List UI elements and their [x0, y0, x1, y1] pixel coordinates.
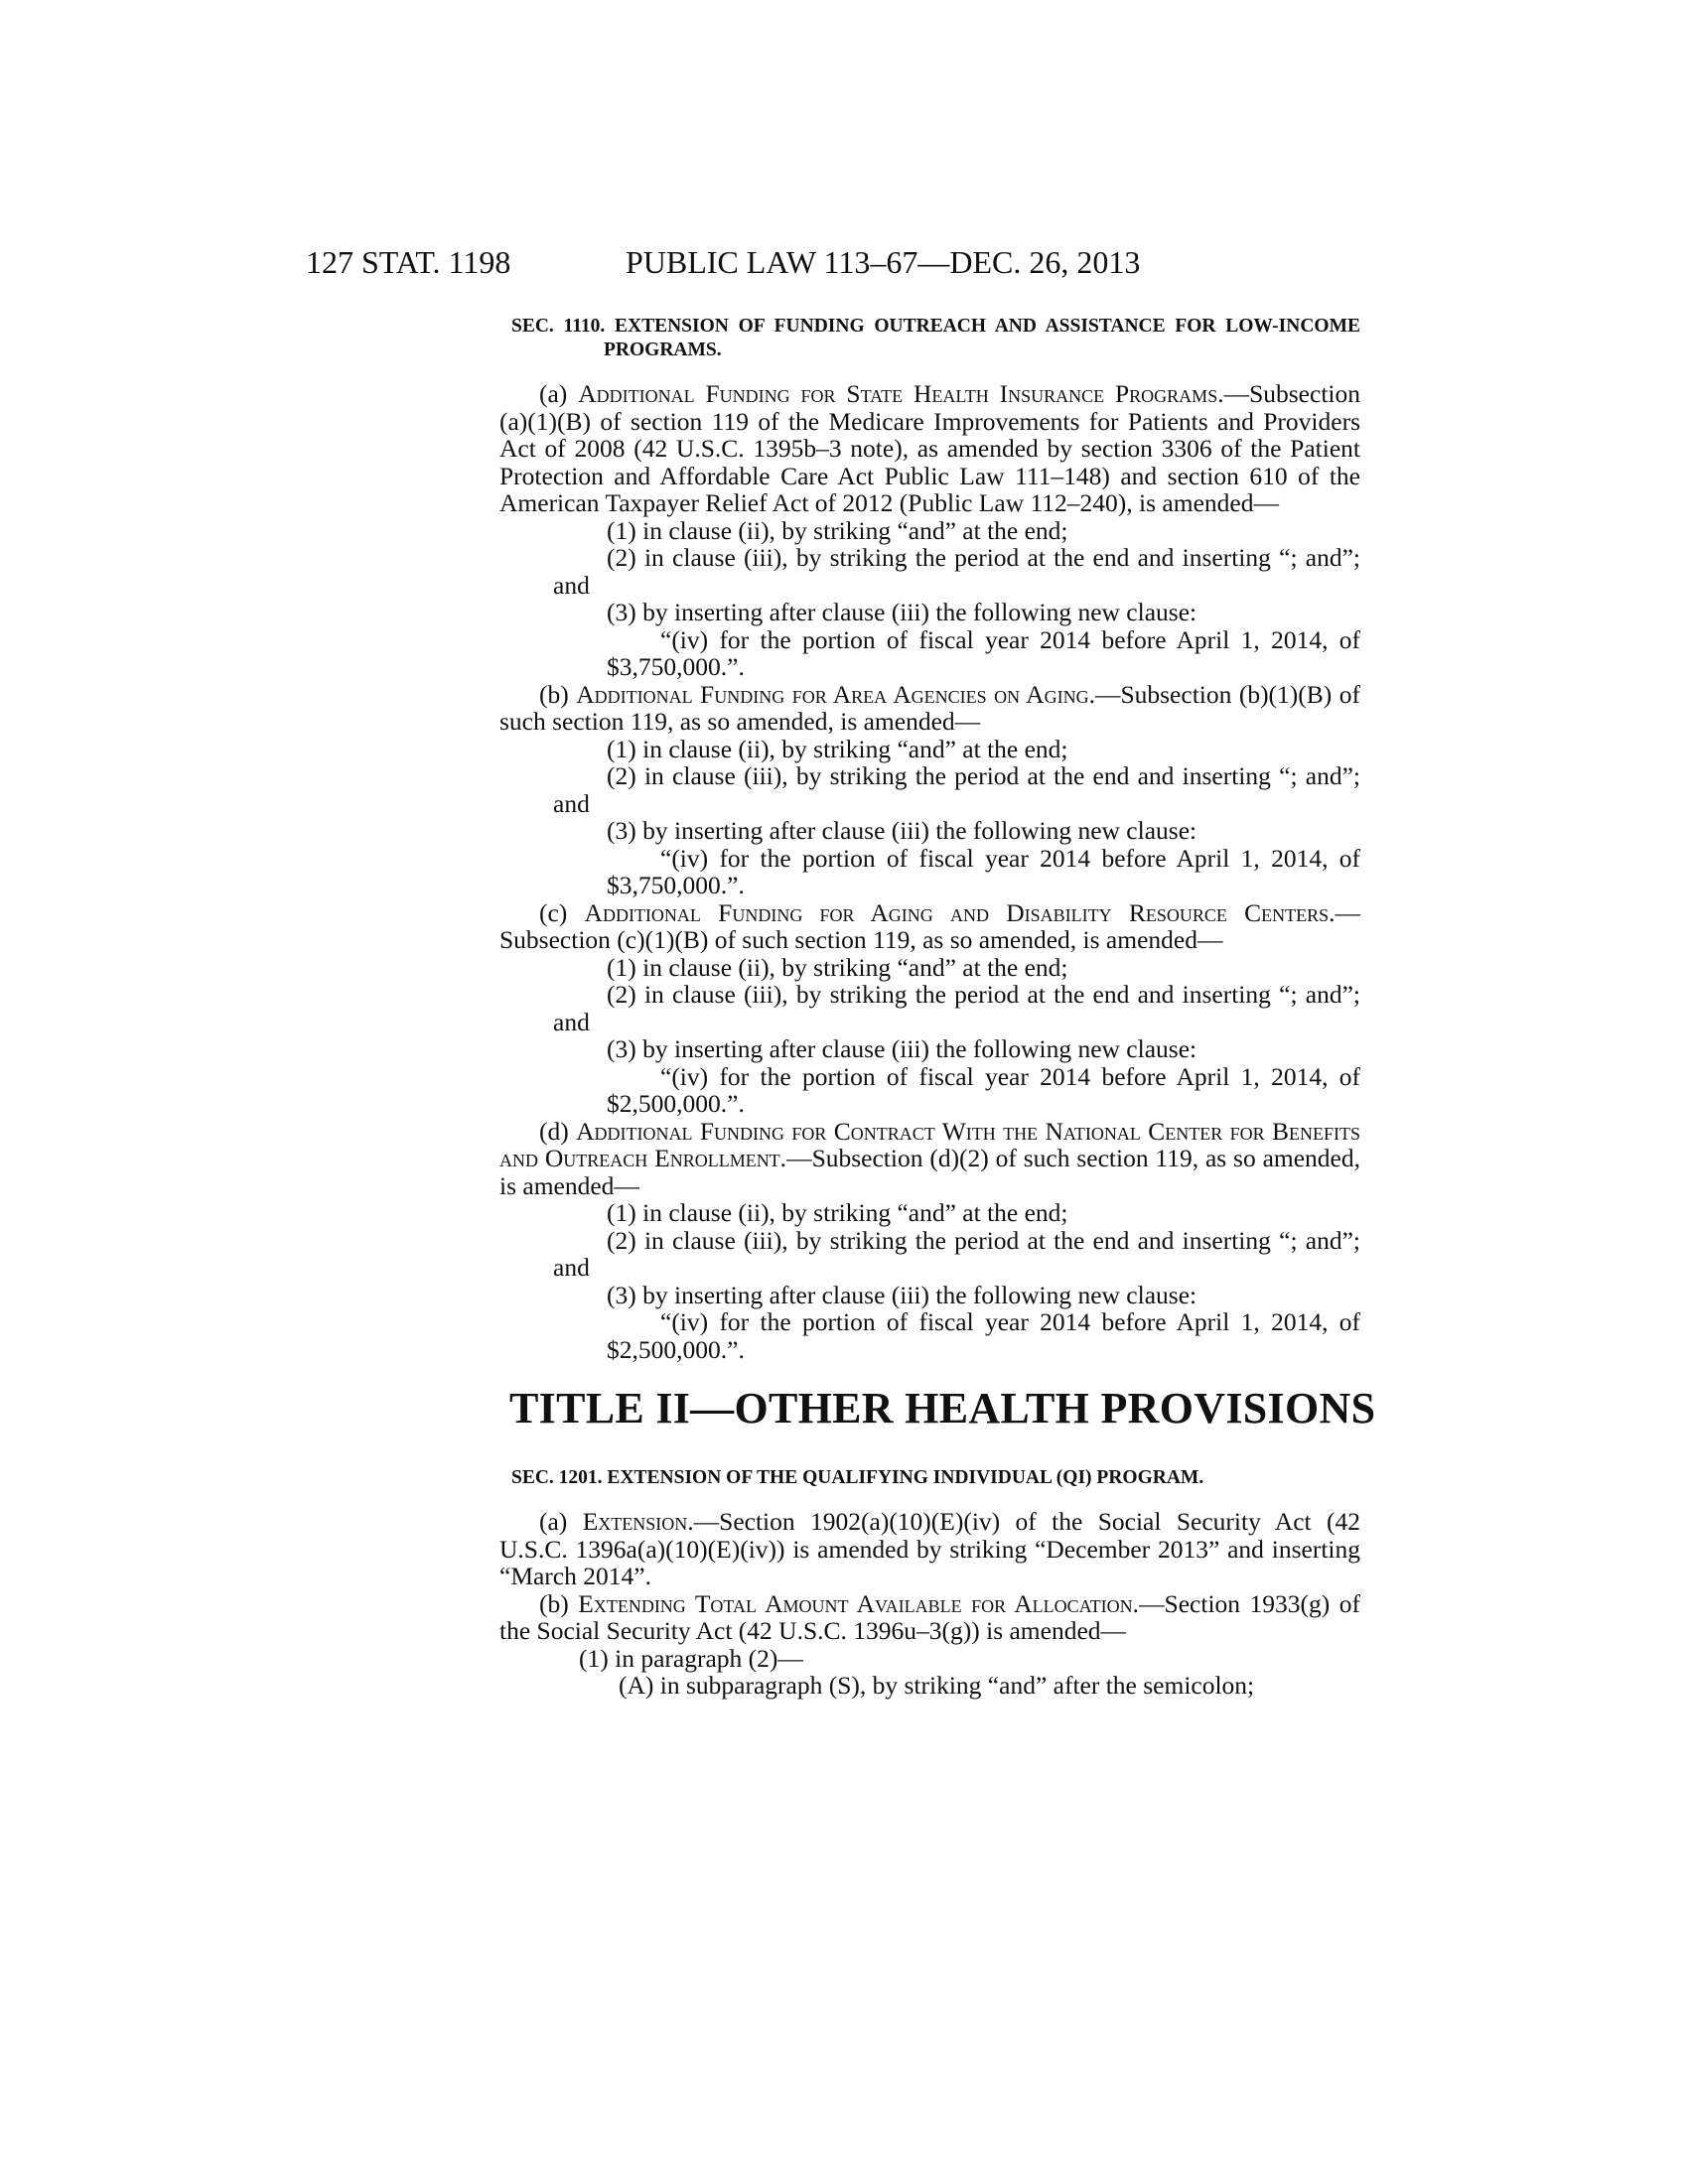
- subsection-caption: Extending Total Amount Available for Allocation.: [578, 1588, 1140, 1618]
- list-item: (A) in subparagraph (S), by striking “and” after the semicolon;: [619, 1671, 1255, 1700]
- section-1110-heading: SEC. 1110. EXTENSION OF FUNDING OUTREACH AND ASSISTANCE FOR LOW-INCOME PROGRAMS.: [511, 316, 1360, 360]
- sec1110-subsection-d: (d) Additional Funding for Contract With the National Center for Benefits and Outreach Enrollment.—Subsection (d)(2) of such section 119, as so amended, is amended—: [499, 1116, 1361, 1200]
- sec1110-subsection-a: (a) Additional Funding for State Health Insurance Programs.—Subsection (a)(1)(B) of section 119 of the Medicare Improvements for Patients and Providers Act of 2008 (42 U.S.C. 1395b–3 note), as amended by section 3306 of the Patient Protection and Affordable Care Act Public Law 111–148) and section 610 of the American Taxpayer Relief Act of 2012 (Public Law 112–240), is amended—: [499, 379, 1360, 517]
- list-item: (2) in clause (iii), by striking the period at the end and inserting “; and”; and: [553, 980, 1360, 1036]
- quoted-clause: “(iv) for the portion of fiscal year 2014 before April 1, 2014, of $3,750,000.”.: [607, 843, 1360, 899]
- sec1110-subsection-c: (c) Additional Funding for Aging and Disability Resource Centers.—Subsection (c)(1)(B) of such section 119, as so amended, is amended—: [499, 897, 1360, 954]
- subsection-caption: Extension.: [582, 1507, 694, 1536]
- sec1201-subsection-a: (a) Extension.—Section 1902(a)(10)(E)(iv) of the Social Security Act (42 U.S.C. 1396a(a)(10)(E)(iv)) is amended by striking “December 2013” and inserting “March 2014”.: [499, 1507, 1360, 1590]
- quoted-clause: “(iv) for the portion of fiscal year 2014 before April 1, 2014, of $2,500,000.”.: [607, 1307, 1360, 1364]
- list-item: (1) in clause (ii), by striking “and” at the end;: [607, 952, 1068, 982]
- quoted-clause: “(iv) for the portion of fiscal year 2014 before April 1, 2014, of $3,750,000.”.: [607, 624, 1360, 681]
- list-item: (3) by inserting after clause (iii) the following new clause:: [607, 1034, 1197, 1063]
- list-item: (3) by inserting after clause (iii) the following new clause:: [607, 598, 1197, 626]
- sec1201-subsection-b: (b) Extending Total Amount Available for Allocation.—Section 1933(g) of the Social Security Act (42 U.S.C. 1396u–3(g)) is amended—: [499, 1588, 1361, 1645]
- list-item: (2) in clause (iii), by striking the period at the end and inserting “; and”; and: [553, 761, 1360, 818]
- subsection-caption: Additional Funding for State Health Insurance Programs.: [578, 379, 1224, 408]
- list-item: (3) by inserting after clause (iii) the following new clause:: [607, 1280, 1197, 1309]
- list-item: (1) in clause (ii), by striking “and” at the end;: [607, 734, 1068, 763]
- list-item: (2) in clause (iii), by striking the period at the end and inserting “; and”; and: [553, 543, 1360, 600]
- body-text: [499, 315, 1376, 1700]
- subsection-caption: Additional Funding for Area Agencies on Aging.: [576, 679, 1095, 709]
- list-item: (1) in clause (ii), by striking “and” at the end;: [607, 1198, 1068, 1227]
- subsection-caption: Additional Funding for Aging and Disability Resource Centers.: [584, 897, 1336, 927]
- stat-page-number: 127 STAT. 1198: [306, 244, 511, 280]
- title-ii-heading: TITLE II—OTHER HEALTH PROVISIONS: [509, 1384, 1376, 1433]
- subsection-caption: Additional Funding for Contract With the National Center for Benefits and Outreach Enrollment.: [499, 1116, 1361, 1172]
- page-header: [306, 244, 1360, 284]
- sec1110-subsection-b: (b) Additional Funding for Area Agencies on Aging.—Subsection (b)(1)(B) of such section 119, as so amended, is amended—: [499, 679, 1360, 736]
- running-head: PUBLIC LAW 113–67—DEC. 26, 2013: [626, 244, 1141, 280]
- list-item: (1) in paragraph (2)—: [579, 1643, 803, 1673]
- list-item: (2) in clause (iii), by striking the period at the end and inserting “; and”; and: [553, 1225, 1360, 1282]
- quoted-clause: “(iv) for the portion of fiscal year 2014 before April 1, 2014, of $2,500,000.”.: [607, 1061, 1360, 1118]
- section-1201-heading: SEC. 1201. EXTENSION OF THE QUALIFYING INDIVIDUAL (QI) PROGRAM.: [511, 1467, 1204, 1488]
- list-item: (1) in clause (ii), by striking “and” at the end;: [607, 515, 1068, 545]
- list-item: (3) by inserting after clause (iii) the following new clause:: [607, 816, 1197, 845]
